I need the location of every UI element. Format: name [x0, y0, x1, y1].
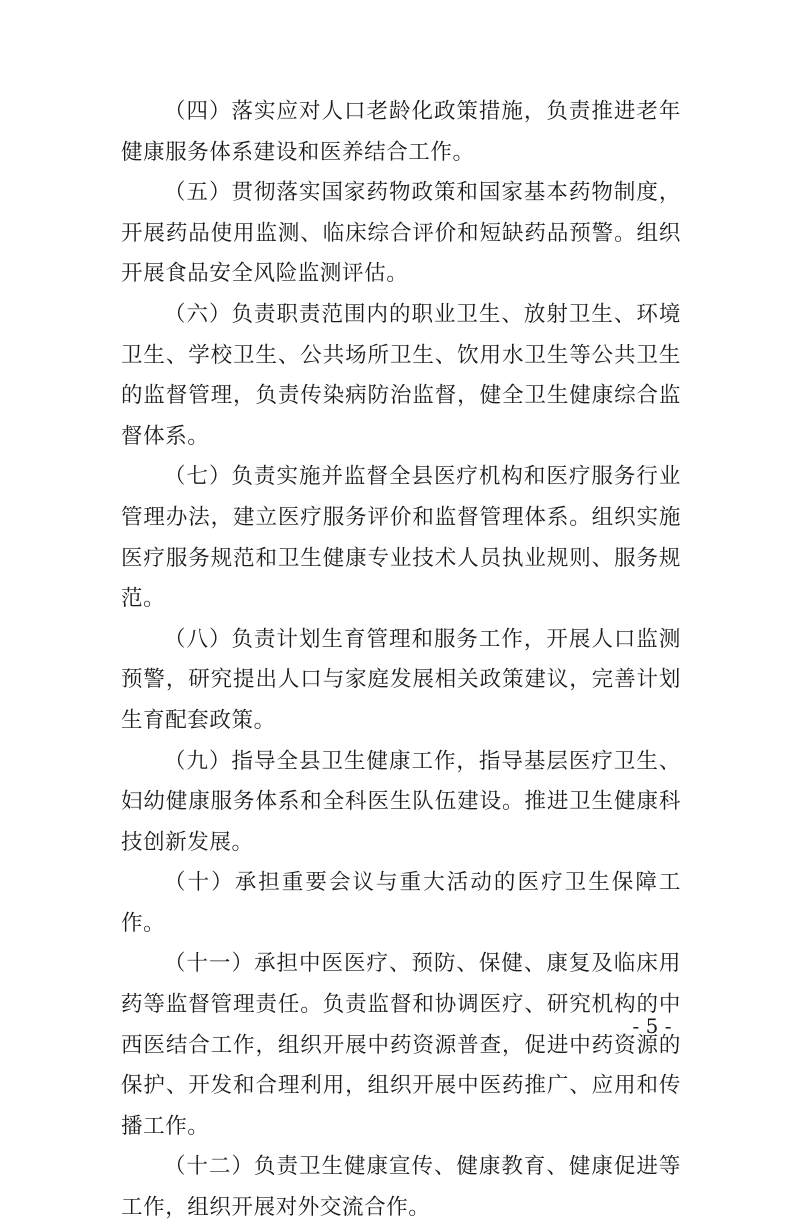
body-text [121, 92, 681, 1229]
paragraph-10: （十）承担重要会议与重大活动的医疗卫生保障工作。 [121, 870, 681, 936]
paragraph-12: （十二）负责卫生健康宣传、健康教育、健康促进等工作，组织开展对外交流合作。 [121, 1154, 681, 1221]
paragraph-5: （五）贯彻落实国家药物政策和国家基本药物制度，开展药品使用监测、临床综合评价和短缺药品预警。组织开展食品安全风险监测评估。 [121, 180, 681, 287]
page-number: - 5 - [632, 1014, 672, 1038]
paragraph-8: （八）负责计划生育管理和服务工作，开展人口监测预警，研究提出人口与家庭发展相关政策建议，完善计划生育配套政策。 [121, 626, 681, 733]
paragraph-11: （十一）承担中医医疗、预防、保健、康复及临床用药等监督管理责任。负责监督和协调医疗、研究机构的中西医结合工作，组织开展中药资源普查，促进中药资源的保护、开发和合理利用，组织开展中医药推广、应用和传播工作。 [121, 951, 681, 1139]
paragraph-4: （四）落实应对人口老龄化政策措施，负责推进老年健康服务体系建设和医养结合工作。 [121, 99, 681, 165]
paragraph-6: （六）负责职责范围内的职业卫生、放射卫生、环境卫生、学校卫生、公共场所卫生、饮用水卫生等公共卫生的监督管理，负责传染病防治监督，健全卫生健康综合监督体系。 [121, 301, 681, 449]
paragraph-7: （七）负责实施并监督全县医疗机构和医疗服务行业管理办法，建立医疗服务评价和监督管理体系。组织实施医疗服务规范和卫生健康专业技术人员执业规则、服务规范。 [121, 464, 681, 612]
paragraph-9: （九）指导全县卫生健康工作，指导基层医疗卫生、妇幼健康服务体系和全科医生队伍建设。推进卫生健康科技创新发展。 [121, 748, 681, 855]
